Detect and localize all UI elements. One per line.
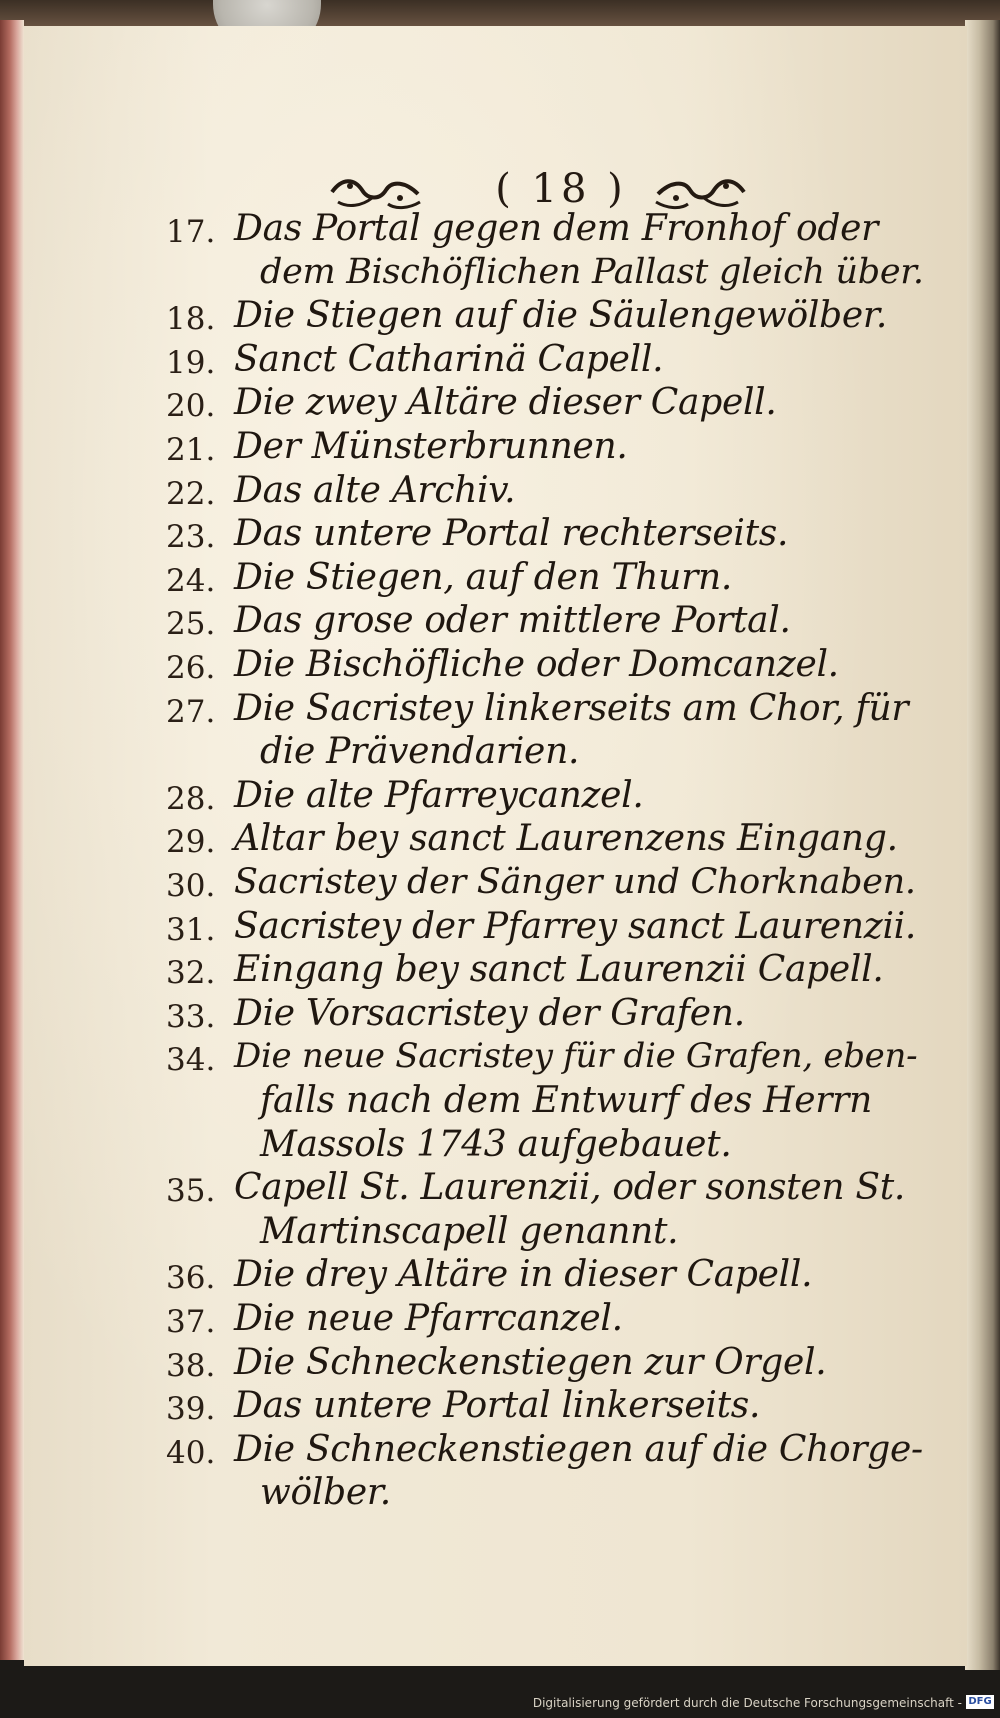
entry-number: 31. (166, 911, 216, 948)
entry-text: Massols 1743 aufgebauet. (260, 1123, 732, 1165)
entry-number: 19. (166, 344, 216, 381)
entry-number: 37. (166, 1304, 216, 1340)
entry-text: Die neue Sacristey für die Grafen, eben- (234, 1036, 918, 1077)
entry-text: Das grose oder mittlere Portal. (234, 600, 791, 642)
entry-number: 29. (166, 824, 216, 861)
footer-credit: Digitalisierung gefördert durch die Deutsche Forschungsgemeinschaft - (532, 1696, 962, 1710)
entry-number: 22. (166, 475, 216, 512)
entry-text: Die zwey Altäre dieser Capell. (234, 382, 777, 424)
entry-text: Eingang bey sanct Laurenzii Capell. (234, 949, 884, 991)
entry-text: wölber. (260, 1472, 391, 1514)
entry-number: 21. (166, 432, 216, 468)
entry-number: 32. (166, 955, 216, 992)
entry-number: 35. (166, 1173, 216, 1210)
entry-text: Sanct Catharinä Capell. (234, 338, 664, 380)
entry-number: 24. (166, 562, 216, 599)
page-number: ( 18 ) (495, 166, 627, 212)
entry-text: falls nach dem Entwurf des Herrn (260, 1080, 872, 1121)
dfg-logo: DFG (966, 1695, 994, 1709)
entry-text: Sacristey der Pfarrey sanct Laurenzii. (234, 905, 917, 947)
entry-text: Die Schneckenstiegen zur Orgel. (234, 1341, 827, 1383)
entry-text: Der Münsterbrunnen. (234, 426, 628, 467)
entry-number: 36. (166, 1260, 216, 1297)
entry-text: dem Bischöflichen Pallast gleich über. (260, 251, 924, 292)
entry-list (24, 26, 967, 1666)
entry-number: 26. (166, 650, 216, 686)
entry-text: Capell St. Laurenzii, oder sonsten St. (234, 1167, 906, 1209)
entry-number: 23. (166, 519, 216, 556)
book-top-edge (0, 0, 1000, 28)
entry-number: 27. (166, 693, 216, 730)
entry-text: Die neue Pfarrcanzel. (234, 1298, 623, 1339)
entry-number: 25. (166, 606, 216, 643)
entry-text: Das untere Portal linkerseits. (234, 1385, 761, 1427)
entry-text: Die alte Pfarreycanzel. (234, 774, 644, 816)
entry-number: 34. (166, 1042, 216, 1079)
entry-text: Die drey Altäre in dieser Capell. (234, 1254, 813, 1296)
entry-text: Die Vorsacristey der Grafen. (234, 992, 745, 1034)
entry-number: 20. (166, 388, 216, 425)
entry-text: die Prävendarien. (260, 731, 580, 773)
entry-text: Das alte Archiv. (234, 469, 516, 511)
entry-text: Die Sacristey linkerseits am Chor, für (234, 687, 909, 729)
entry-number: 40. (166, 1434, 216, 1471)
entry-number: 39. (166, 1391, 216, 1428)
book-page (24, 26, 967, 1666)
entry-text: Martinscapell genannt. (260, 1210, 679, 1252)
entry-text: Die Bischöfliche oder Domcanzel. (234, 644, 839, 685)
entry-text: Die Stiegen auf die Säulengewölber. (234, 295, 887, 337)
entry-number: 17. (166, 214, 216, 250)
entry-text: Die Stiegen, auf den Thurn. (234, 556, 733, 598)
entry-number: 33. (166, 998, 216, 1035)
entry-text: Die Schneckenstiegen auf die Chorge- (234, 1428, 923, 1470)
entry-number: 28. (166, 780, 216, 817)
entry-number: 38. (166, 1347, 216, 1384)
entry-number: 18. (166, 301, 216, 338)
entry-text: Das untere Portal rechterseits. (234, 513, 789, 555)
entry-text: Altar bey sanct Laurenzens Eingang. (234, 818, 898, 860)
book-right-edge (965, 20, 1000, 1670)
entry-text: Das Portal gegen dem Fronhof oder (234, 208, 879, 249)
footer-bar (0, 1690, 1000, 1718)
entry-text: Sacristey der Sänger und Chorknaben. (234, 862, 916, 902)
book-left-edge (0, 20, 24, 1660)
entry-number: 30. (166, 868, 216, 904)
